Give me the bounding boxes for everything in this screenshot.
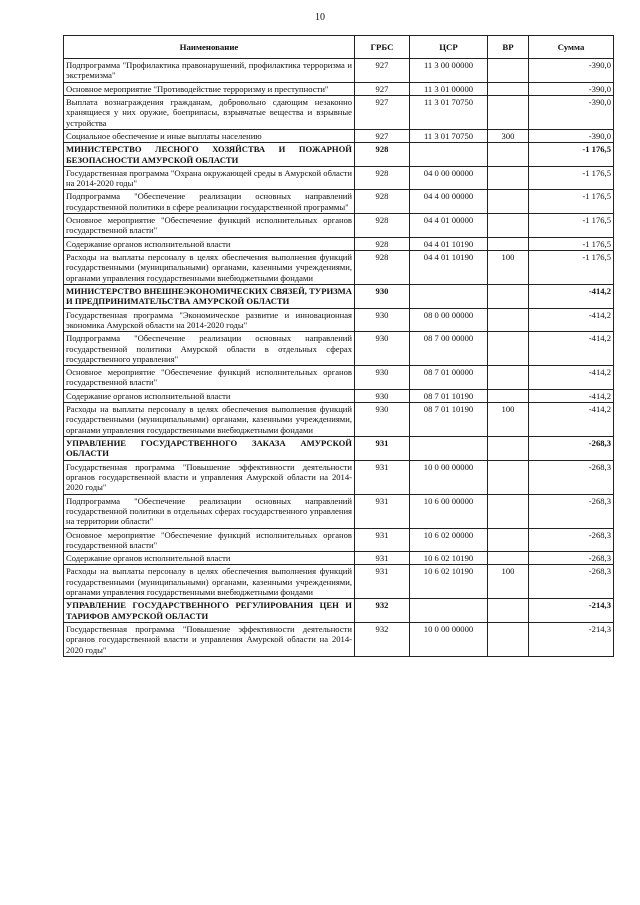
cell-vr — [488, 623, 529, 657]
table-row — [64, 190, 614, 214]
cell-name: Основное мероприятие "Противодействие терроризму и преступности" — [64, 82, 355, 95]
cell-vr — [488, 190, 529, 214]
cell-sum: -268,3 — [529, 528, 614, 552]
table-row — [64, 332, 614, 366]
table-row — [64, 552, 614, 565]
header-name: Наименование — [64, 36, 355, 59]
cell-vr — [488, 332, 529, 366]
cell-grbs: 930 — [355, 308, 410, 332]
cell-sum: -390,0 — [529, 129, 614, 142]
cell-vr — [488, 599, 529, 623]
cell-grbs: 931 — [355, 565, 410, 599]
cell-csr: 04 4 01 10190 — [410, 237, 488, 250]
cell-sum: -268,3 — [529, 565, 614, 599]
cell-grbs: 930 — [355, 332, 410, 366]
table-row — [64, 251, 614, 285]
cell-name: Государственная программа "Повышение эффективности деятельности органов государственной власти и управления Амурской области на 2014-2020 годы" — [64, 623, 355, 657]
cell-name: Основное мероприятие "Обеспечение функций исполнительных органов государственной власти" — [64, 528, 355, 552]
table-row — [64, 143, 614, 167]
cell-name: МИНИСТЕРСТВО ЛЕСНОГО ХОЗЯЙСТВА И ПОЖАРНОЙ БЕЗОПАСНОСТИ АМУРСКОЙ ОБЛАСТИ — [64, 143, 355, 167]
table-row — [64, 599, 614, 623]
table-row — [64, 565, 614, 599]
cell-vr — [488, 460, 529, 494]
cell-sum: -1 176,5 — [529, 251, 614, 285]
cell-csr: 10 6 02 10190 — [410, 552, 488, 565]
cell-sum: -268,3 — [529, 552, 614, 565]
table-row — [64, 214, 614, 238]
cell-sum: -1 176,5 — [529, 214, 614, 238]
cell-grbs: 927 — [355, 129, 410, 142]
cell-name: Основное мероприятие "Обеспечение функций исполнительных органов государственной власти" — [64, 214, 355, 238]
cell-vr — [488, 528, 529, 552]
table-row — [64, 389, 614, 402]
cell-vr: 300 — [488, 129, 529, 142]
header-csr: ЦСР — [410, 36, 488, 59]
cell-name: УПРАВЛЕНИЕ ГОСУДАРСТВЕННОГО ЗАКАЗА АМУРСКОЙ ОБЛАСТИ — [64, 437, 355, 461]
cell-grbs: 930 — [355, 284, 410, 308]
cell-sum: -390,0 — [529, 82, 614, 95]
cell-name: Государственная программа "Охрана окружающей среды в Амурской области на 2014-2020 годы" — [64, 166, 355, 190]
cell-csr: 10 6 00 00000 — [410, 494, 488, 528]
table-header-row — [64, 36, 614, 59]
cell-sum: -414,2 — [529, 284, 614, 308]
cell-vr — [488, 95, 529, 129]
cell-sum: -1 176,5 — [529, 166, 614, 190]
cell-csr: 10 0 00 00000 — [410, 623, 488, 657]
cell-csr: 08 7 01 10190 — [410, 389, 488, 402]
table-row — [64, 308, 614, 332]
table-row — [64, 403, 614, 437]
cell-name: Содержание органов исполнительной власти — [64, 552, 355, 565]
table-row — [64, 623, 614, 657]
cell-csr: 04 4 01 00000 — [410, 214, 488, 238]
cell-csr: 11 3 01 70750 — [410, 129, 488, 142]
cell-csr — [410, 143, 488, 167]
cell-csr: 10 6 02 10190 — [410, 565, 488, 599]
cell-grbs: 931 — [355, 437, 410, 461]
cell-grbs: 928 — [355, 214, 410, 238]
cell-name: Расходы на выплаты персоналу в целях обеспечения выполнения функций государственными (муниципальными) органами, казенными учреждениями, органами управления государственными внебюджетными фондами — [64, 403, 355, 437]
cell-vr — [488, 237, 529, 250]
cell-csr: 08 7 01 10190 — [410, 403, 488, 437]
cell-grbs: 931 — [355, 494, 410, 528]
cell-grbs: 928 — [355, 166, 410, 190]
cell-name: Государственная программа "Экономическое развитие и инновационная экономика Амурской области на 2014-2020 годы" — [64, 308, 355, 332]
cell-csr: 11 3 01 00000 — [410, 82, 488, 95]
cell-sum: -214,3 — [529, 599, 614, 623]
cell-name: Расходы на выплаты персоналу в целях обеспечения выполнения функций государственными (муниципальными) органами, казенными учреждениями, органами управления государственными внебюджетными фондами — [64, 565, 355, 599]
table-row — [64, 528, 614, 552]
cell-sum: -1 176,5 — [529, 190, 614, 214]
cell-grbs: 928 — [355, 190, 410, 214]
cell-csr: 04 0 00 00000 — [410, 166, 488, 190]
cell-grbs: 930 — [355, 403, 410, 437]
cell-grbs: 931 — [355, 460, 410, 494]
cell-vr — [488, 59, 529, 83]
cell-grbs: 930 — [355, 366, 410, 390]
header-sum: Сумма — [529, 36, 614, 59]
cell-sum: -390,0 — [529, 59, 614, 83]
cell-name: Социальное обеспечение и иные выплаты населению — [64, 129, 355, 142]
cell-grbs: 931 — [355, 528, 410, 552]
cell-name: УПРАВЛЕНИЕ ГОСУДАРСТВЕННОГО РЕГУЛИРОВАНИЯ ЦЕН И ТАРИФОВ АМУРСКОЙ ОБЛАСТИ — [64, 599, 355, 623]
table-row — [64, 129, 614, 142]
cell-sum: -214,3 — [529, 623, 614, 657]
cell-grbs: 928 — [355, 143, 410, 167]
cell-csr: 04 4 00 00000 — [410, 190, 488, 214]
cell-csr — [410, 437, 488, 461]
cell-grbs: 928 — [355, 251, 410, 285]
cell-name: Основное мероприятие "Обеспечение функций исполнительных органов государственной власти" — [64, 366, 355, 390]
cell-name: Содержание органов исполнительной власти — [64, 389, 355, 402]
cell-sum: -390,0 — [529, 95, 614, 129]
cell-vr — [488, 284, 529, 308]
cell-sum: -414,2 — [529, 366, 614, 390]
cell-csr — [410, 599, 488, 623]
cell-sum: -268,3 — [529, 437, 614, 461]
header-grbs: ГРБС — [355, 36, 410, 59]
table-row — [64, 59, 614, 83]
cell-grbs: 932 — [355, 623, 410, 657]
cell-vr: 100 — [488, 565, 529, 599]
cell-csr: 08 0 00 00000 — [410, 308, 488, 332]
cell-vr — [488, 552, 529, 565]
cell-sum: -414,2 — [529, 389, 614, 402]
cell-name: Подпрограмма "Обеспечение реализации основных направлений государственной политики Амурской области в отдельных сферах государственного управления" — [64, 332, 355, 366]
cell-vr — [488, 437, 529, 461]
table-row — [64, 366, 614, 390]
cell-name: Государственная программа "Повышение эффективности деятельности органов государственной власти и управления Амурской области на 2014-2020 годы" — [64, 460, 355, 494]
table-row — [64, 166, 614, 190]
table-row — [64, 437, 614, 461]
cell-csr: 11 3 01 70750 — [410, 95, 488, 129]
cell-grbs: 927 — [355, 95, 410, 129]
header-vr: ВР — [488, 36, 529, 59]
cell-name: Выплата вознаграждения гражданам, добровольно сдающим незаконно хранящиеся у них оружие, боеприпасы, взрывчатые вещества и взрывные устройства — [64, 95, 355, 129]
cell-csr: 10 0 00 00000 — [410, 460, 488, 494]
cell-csr: 08 7 01 00000 — [410, 366, 488, 390]
cell-sum: -414,2 — [529, 308, 614, 332]
cell-csr: 10 6 02 00000 — [410, 528, 488, 552]
cell-vr — [488, 214, 529, 238]
table-row — [64, 460, 614, 494]
cell-name: Расходы на выплаты персоналу в целях обеспечения выполнения функций государственными (муниципальными) органами, казенными учреждениями, органами управления государственными внебюджетными фондами — [64, 251, 355, 285]
cell-grbs: 927 — [355, 82, 410, 95]
cell-name: Подпрограмма "Обеспечение реализации основных направлений государственной политики в сфере реализации государственной программы" — [64, 190, 355, 214]
cell-vr — [488, 82, 529, 95]
cell-name: Содержание органов исполнительной власти — [64, 237, 355, 250]
cell-grbs: 927 — [355, 59, 410, 83]
cell-sum: -1 176,5 — [529, 237, 614, 250]
table-row — [64, 494, 614, 528]
page-number: 10 — [315, 12, 325, 23]
cell-vr — [488, 389, 529, 402]
table-row — [64, 237, 614, 250]
cell-name: МИНИСТЕРСТВО ВНЕШНЕЭКОНОМИЧЕСКИХ СВЯЗЕЙ, ТУРИЗМА И ПРЕДПРИНИМАТЕЛЬСТВА АМУРСКОЙ ОБЛАСТИ — [64, 284, 355, 308]
cell-grbs: 932 — [355, 599, 410, 623]
cell-csr: 11 3 00 00000 — [410, 59, 488, 83]
cell-csr: 04 4 01 10190 — [410, 251, 488, 285]
cell-grbs: 928 — [355, 237, 410, 250]
table-row — [64, 82, 614, 95]
cell-vr — [488, 166, 529, 190]
cell-vr — [488, 366, 529, 390]
cell-name: Подпрограмма "Обеспечение реализации основных направлений государственной политики в отдельных сферах государственного управления на территории области" — [64, 494, 355, 528]
cell-vr — [488, 494, 529, 528]
cell-sum: -268,3 — [529, 494, 614, 528]
table-body — [64, 59, 614, 657]
cell-csr: 08 7 00 00000 — [410, 332, 488, 366]
cell-sum: -414,2 — [529, 332, 614, 366]
cell-vr — [488, 143, 529, 167]
cell-grbs: 930 — [355, 389, 410, 402]
cell-sum: -414,2 — [529, 403, 614, 437]
table-row — [64, 95, 614, 129]
cell-vr — [488, 308, 529, 332]
cell-csr — [410, 284, 488, 308]
cell-sum: -1 176,5 — [529, 143, 614, 167]
cell-vr: 100 — [488, 403, 529, 437]
cell-vr: 100 — [488, 251, 529, 285]
table-row — [64, 284, 614, 308]
cell-name: Подпрограмма "Профилактика правонарушений, профилактика терроризма и экстремизма" — [64, 59, 355, 83]
cell-grbs: 931 — [355, 552, 410, 565]
cell-sum: -268,3 — [529, 460, 614, 494]
budget-table — [63, 35, 614, 657]
